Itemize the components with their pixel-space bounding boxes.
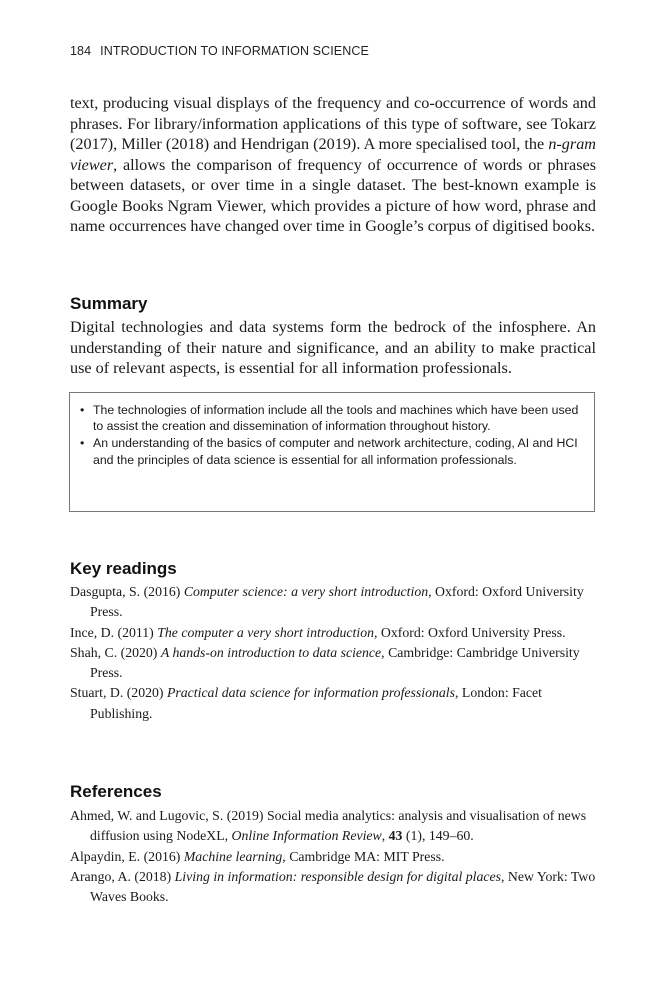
- reference-text: Ahmed, W. and Lugovic, S. (2019) Social media analytics: analysis and visualisation of news diffusion using NodeXL,: [70, 808, 587, 844]
- reference-text: Arango, A. (2018): [70, 868, 175, 884]
- reading-item: [70, 683, 596, 724]
- reference-title: Machine learning: [183, 848, 283, 864]
- reading-title: Computer science: a very short introduction: [183, 584, 429, 599]
- summary-bullet-text: An understanding of the basics of computer and network architecture, coding, AI and HCI and the principles of data science is essential for all information professionals.: [93, 436, 578, 467]
- summary-bullet: [80, 402, 584, 434]
- summary-heading: Summary: [70, 294, 148, 313]
- running-title: INTRODUCTION TO INFORMATION SCIENCE: [100, 44, 369, 58]
- reading-author: Stuart, D. (2020): [70, 685, 167, 701]
- reading-author: Shah, C. (2020): [70, 644, 161, 660]
- reading-item: [70, 582, 596, 623]
- bullet-icon: •: [80, 403, 85, 417]
- intro-text-part2: , allows the comparison of frequency of occurrence of words or phrases between datasets, or over time in a single dataset. The best-known example is Google Books Ngram Viewer, which provides a picture of how word, phrase and name occurrences have changed over time in Google’s corpus of digitised books.: [70, 155, 596, 235]
- reading-item: [70, 643, 596, 684]
- reference-title: Living in information: responsible design for digital places: [174, 868, 501, 884]
- reading-publisher: , Oxford: Oxford University Press.: [90, 584, 584, 620]
- intro-term: n-gram viewer: [70, 135, 596, 174]
- key-readings-list: [70, 582, 596, 724]
- summary-bullet-text: The technologies of information include all the tools and machines which have been used to assist the creation and dissemination of information throughout history.: [93, 403, 579, 434]
- reading-item: [70, 623, 596, 643]
- intro-paragraph: [70, 93, 596, 237]
- reading-publisher: , Cambridge: Cambridge University Press.: [90, 644, 580, 681]
- reading-author: Dasgupta, S. (2016): [70, 584, 184, 599]
- reading-publisher: , London: Facet Publishing.: [90, 685, 542, 721]
- references-list: [70, 806, 596, 907]
- references-heading: References: [70, 782, 162, 801]
- reading-title: Practical data science for information professionals: [166, 685, 456, 701]
- reference-sep: ,: [381, 828, 389, 844]
- page-number: 184: [70, 44, 92, 58]
- reading-publisher: , Oxford: Oxford University Press.: [374, 624, 566, 640]
- reference-item: [70, 847, 596, 867]
- reference-publisher: , Cambridge MA: MIT Press.: [282, 848, 445, 864]
- reference-pages: (1), 149–60.: [402, 828, 474, 844]
- reference-item: [70, 806, 596, 847]
- reference-publisher: , New York: Two Waves Books.: [90, 868, 596, 905]
- reference-item: [70, 867, 596, 908]
- summary-bullet-list: [80, 402, 584, 468]
- key-readings-heading: Key readings: [70, 559, 177, 578]
- reference-title: Online Information Review: [231, 828, 382, 844]
- running-header: [70, 44, 369, 58]
- reading-author: Ince, D. (2011): [70, 624, 158, 640]
- reading-title: The computer a very short introduction: [157, 624, 374, 640]
- reference-volume: 43: [388, 828, 403, 844]
- intro-text-part1: text, producing visual displays of the frequency and co-occurrence of words and phrases. For library/information applications of this type of software, see Tokarz (2017), Miller (2018) and Hendrigan (2019). A more specialised tool, the: [70, 94, 596, 153]
- bullet-icon: •: [80, 436, 85, 451]
- reading-title: A hands-on introduction to data science: [160, 644, 382, 660]
- summary-box: [69, 392, 595, 512]
- summary-bullet: [80, 435, 584, 467]
- reference-text: Alpaydin, E. (2016): [70, 848, 184, 864]
- summary-text: Digital technologies and data systems form the bedrock of the infosphere. An understanding of their nature and significance, and an ability to make practical use of relevant aspects, is essential for all information professionals.: [70, 318, 596, 377]
